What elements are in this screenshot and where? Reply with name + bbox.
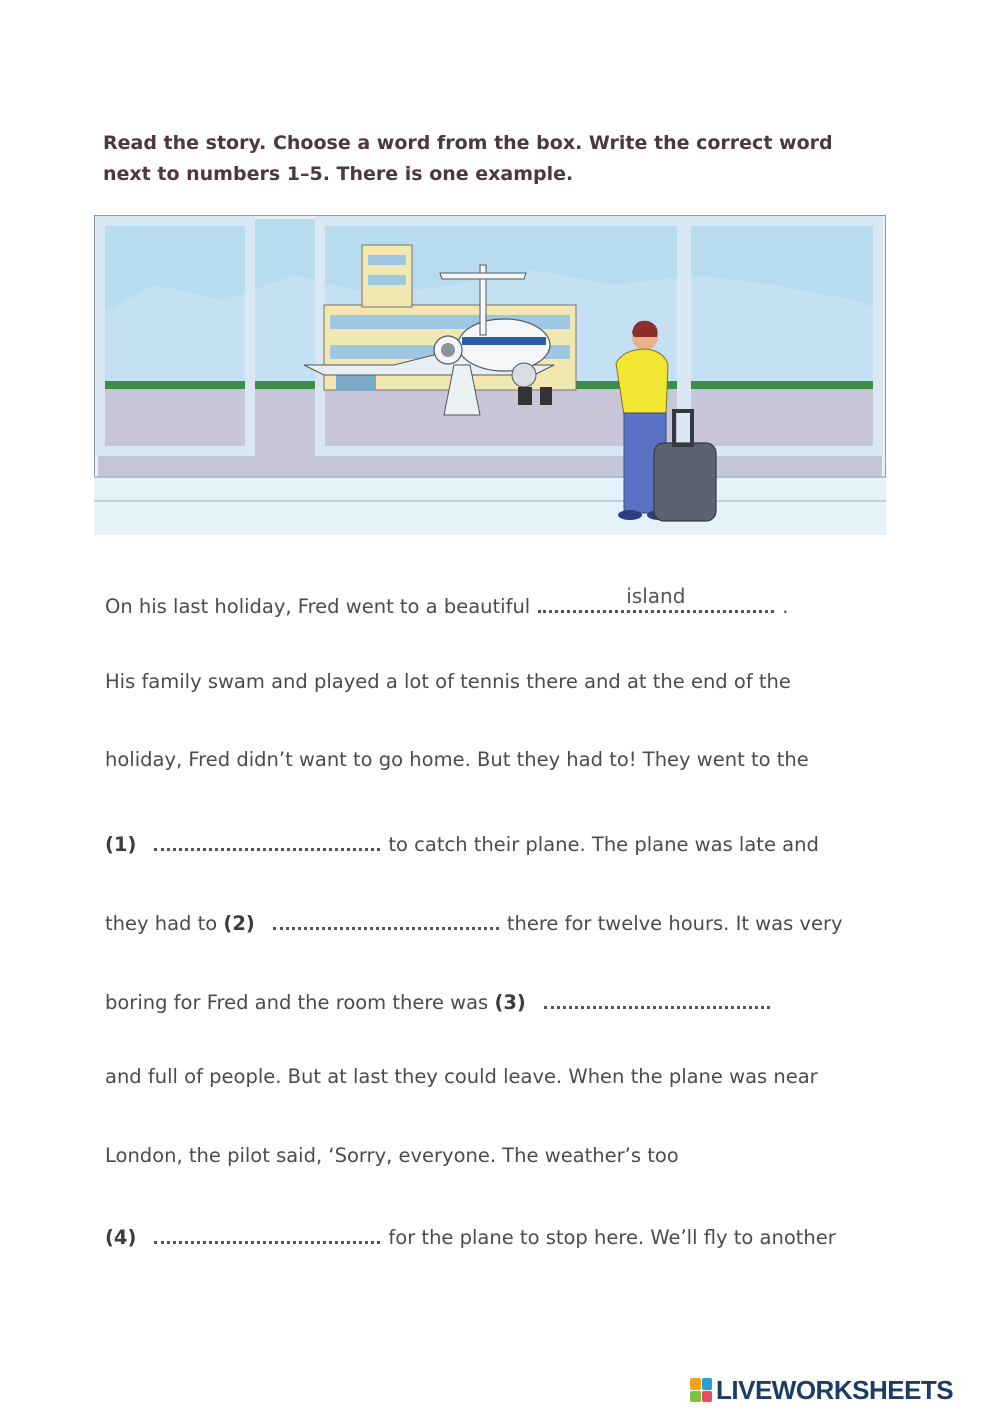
story-line-4 [105, 828, 819, 856]
story-line-3: holiday, Fred didn’t want to go home. But they had to! They went to the [105, 748, 809, 771]
answer-blank-3[interactable] [544, 986, 770, 1009]
answer-blank-1[interactable] [154, 828, 380, 851]
story-text: there for twelve hours. It was very [506, 912, 843, 935]
answer-blank-4[interactable] [154, 1221, 380, 1244]
story-text: . [782, 595, 789, 618]
story-line-2: His family swam and played a lot of tennis there and at the end of the [105, 670, 791, 693]
liveworksheets-logo [690, 1374, 953, 1406]
story-line-9 [105, 1221, 836, 1249]
question-number-2: (2) [223, 912, 255, 935]
story-line-1 [105, 584, 789, 618]
airport-illustration [94, 215, 886, 535]
story-text: they had to [105, 912, 218, 935]
story-line-7: and full of people. But at last they could leave. When the plane was near [105, 1065, 818, 1088]
example-answer-blank [538, 584, 774, 613]
question-number-1: (1) [105, 833, 137, 856]
instructions: Read the story. Choose a word from the box. Write the correct word next to numbers 1–5. There is one example. [103, 132, 833, 185]
story-line-8: London, the pilot said, ‘Sorry, everyone. The weather’s too [105, 1144, 679, 1167]
answer-blank-2[interactable] [273, 907, 499, 930]
story-text: boring for Fred and the room there was [105, 991, 489, 1014]
question-number-4: (4) [105, 1226, 137, 1249]
example-answer: island [626, 584, 686, 608]
story-line-6 [105, 986, 778, 1014]
logo-text: LIVEWORKSHEETS [716, 1374, 954, 1405]
story-text: to catch their plane. The plane was late and [388, 833, 819, 856]
liveworksheets-logo-icon [690, 1378, 712, 1402]
story-text: On his last holiday, Fred went to a beautiful [105, 595, 531, 618]
story-line-5 [105, 907, 843, 935]
question-number-3: (3) [494, 991, 526, 1014]
story-text: for the plane to stop here. We’ll fly to another [388, 1226, 836, 1249]
